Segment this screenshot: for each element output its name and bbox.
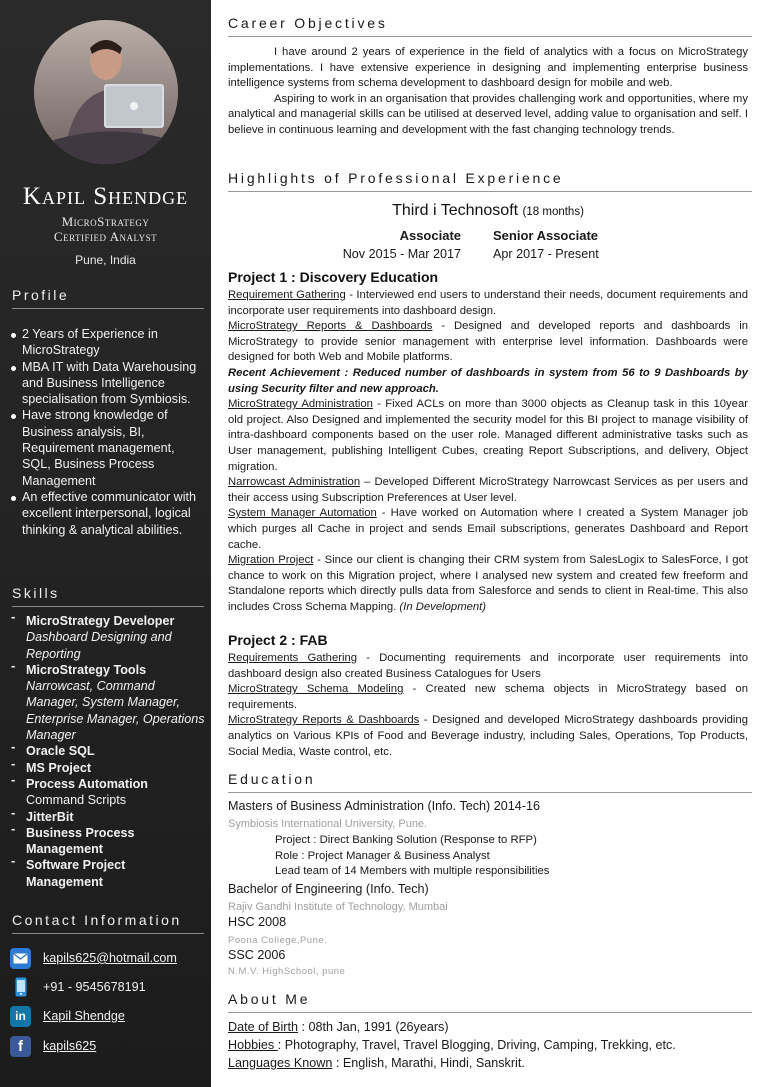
title-line-2: Certified Analyst [53, 229, 158, 244]
entry-label: MicroStrategy Reports & Dashboards [228, 714, 420, 727]
entry-requirements-gathering [228, 651, 748, 682]
project-1-details [228, 288, 748, 615]
phone-number: +91 - 9545678191 [43, 980, 146, 994]
entry-text: - Documenting requirements and incorporate user requirements into dashboard design also created Business Catalogues for Users [228, 652, 748, 680]
entry-label: MicroStrategy Administration [228, 398, 373, 411]
skill-item [10, 857, 205, 890]
career-paragraph: Aspiring to work in an organisation that provides challenging work and opportunities, where my analytical and managerial skills can be utilised at deserved level, adding value to organisation and self. I believe in continuous learning and development with the fast changing technology trends. [228, 92, 748, 136]
candidate-title [0, 214, 211, 244]
project-2-details [228, 651, 748, 760]
languages-value: : English, Marathi, Hindi, Sanskrit. [332, 1056, 525, 1070]
skill-item [10, 809, 205, 825]
skill-item [10, 613, 205, 662]
entry-label: System Manager Automation [228, 507, 377, 520]
project-1-title: Project 1 : Discovery Education [228, 269, 439, 285]
sidebar [0, 0, 211, 1087]
skill-name: - MS Project [26, 760, 92, 775]
entry-text: - Designed and developed MicroStrategy dashboards providing analytics on Various KPIs of Food and Beverage industry, including Sales, Operations, Top Products, Social Media, Waste control, etc. [228, 714, 748, 758]
institution-hsc: Poona College,Pune. [228, 935, 328, 946]
entry-label: Migration Project [228, 554, 314, 567]
institution-mba: Symbiosis International University, Pune. [228, 818, 428, 830]
degree-mba: Masters of Business Administration (Info. Tech) 2014-16 [228, 799, 540, 813]
facebook-link[interactable]: kapils625 [43, 1039, 97, 1053]
title-line-1: MicroStrategy [61, 214, 150, 229]
contact-email [10, 947, 205, 969]
entry-text: - Designed and developed reports and dashboards in MicroStrategy to provide senior management with enterprise level information. Dashboards were designed for both Web and Mobile platforms. [228, 320, 748, 364]
dob-label: Date of Birth [228, 1020, 298, 1034]
skill-name: - MicroStrategy Developer [26, 614, 175, 628]
entry-label: Narrowcast Administration [228, 476, 361, 489]
entry-label: MicroStrategy Reports & Dashboards [228, 320, 433, 333]
institution-ssc: N.M.V. HighSchool, pune [228, 966, 346, 977]
skill-item [10, 662, 205, 743]
recent-achievement: Recent Achievement : Reduced number of dashboards in system from 56 to 9 Dashboards by using Security filter and new approach. [228, 366, 748, 395]
skill-detail: Command Scripts [26, 793, 127, 808]
languages [228, 1056, 525, 1070]
project-2-title: Project 2 : FAB [228, 632, 328, 648]
profile-heading: Profile [12, 287, 204, 309]
entry-label: MicroStrategy Schema Modeling [228, 683, 404, 696]
entry-text: - Have worked on Automation where I created a System Manager job which purges all Cache in project and sends Email subscriptions, generates Dashboard and Report cache. [228, 507, 748, 551]
entry-requirement-gathering [228, 288, 748, 319]
mba-project: Project : Direct Banking Solution (Response to RFP) [275, 834, 537, 846]
entry-text: – Developed Different MicroStrategy Narrowcast Services as per users and their access using Subscription Preferences at User level. [228, 476, 749, 504]
linkedin-link[interactable]: Kapil Shendge [43, 1009, 125, 1023]
hobbies [228, 1038, 676, 1052]
mba-lead: Lead team of 14 Members with multiple responsibilities [275, 865, 550, 877]
entry-system-manager [228, 506, 748, 553]
company-name: Third i Technosoft [392, 202, 519, 219]
skill-detail: Narrowcast, Command Manager, System Manager, Enterprise Manager, Operations Manager [26, 679, 205, 743]
skill-name: - Software Project Management [26, 858, 126, 889]
entry-text: - Fixed ACLs on more than 3000 objects as Cleanup task in this 10year old project. Also Designed and implemented the security model for this BI project to manage visibility of intra-dashboard components based on the user role. Managed different administrative tasks such as User management, publishing Intelligent Cubes, creating Report Subscriptions, and delivery, Object migration. [228, 398, 748, 473]
linkedin-icon: in [10, 1006, 31, 1027]
skills-list [10, 613, 205, 890]
contact-facebook [10, 1035, 205, 1057]
skill-item [10, 760, 205, 776]
entry-migration [228, 553, 748, 615]
profile-item: MBA IT with Data Warehousing and Business Intelligence specialisation from Symbiosis. [10, 359, 205, 408]
hobbies-label: Hobbies [228, 1038, 278, 1052]
role-title: Associate [399, 228, 461, 243]
career-heading: Career Objectives [228, 15, 752, 37]
date-of-birth [228, 1020, 449, 1034]
company-line [228, 202, 748, 220]
entry-text: - Created new schema objects in MicroStrategy based on requirements. [228, 683, 748, 711]
skill-item [10, 743, 205, 759]
candidate-location: Pune, India [75, 253, 136, 267]
entry-label: Requirement Gathering [228, 289, 346, 301]
entry-note: (In Development) [399, 600, 487, 613]
facebook-icon: f [10, 1036, 31, 1057]
skill-name: - Business Process Management [26, 825, 135, 857]
hobbies-value: : Photography, Travel, Travel Blogging, Driving, Camping, Trekking, etc. [277, 1038, 676, 1052]
role-dates: Nov 2015 - Mar 2017 [342, 247, 461, 261]
about-heading: About Me [228, 991, 752, 1013]
degree-hsc: HSC 2008 [228, 915, 287, 929]
skills-heading: Skills [12, 585, 204, 607]
skill-name: - JitterBit [26, 809, 74, 824]
profile-item: An effective communicator with excellent interpersonal, logical thinking & analytical abilities. [10, 489, 205, 538]
mba-role: Role : Project Manager & Business Analyst [275, 850, 490, 862]
degree-be: Bachelor of Engineering (Info. Tech) [228, 882, 429, 896]
institution-be: Rajiv Gandhi Institute of Technology, Mumbai [228, 901, 448, 913]
skill-detail: Dashboard Designing and Reporting [26, 630, 172, 661]
contact-linkedin [10, 1005, 205, 1027]
skill-item [10, 776, 205, 809]
role-associate [343, 227, 461, 263]
skill-name: - Process Automation [26, 776, 148, 791]
career-paragraph: I have around 2 years of experience in the field of analytics with a focus on MicroStrategy implementations. I have extensive experience in designing and implementing enterprise business intelligence systems from schema development to dashboard design for mobile and web. [228, 46, 748, 90]
profile-photo [34, 20, 178, 164]
entry-schema-modeling [228, 682, 748, 713]
role-senior-associate [493, 227, 599, 263]
email-link[interactable]: kapils625@hotmail.com [43, 951, 177, 965]
profile-item: 2 Years of Experience in MicroStrategy [10, 326, 205, 359]
candidate-name: Kapil Shendge [22, 183, 189, 210]
entry-reports-dashboards [228, 713, 748, 760]
entry-text: - Interviewed end users to understand their needs, document requirements and incorporate user requirements into dashboard design. [228, 289, 748, 317]
role-title: Senior Associate [493, 228, 599, 243]
profile-item: Have strong knowledge of Business analysis, BI, Requirement management, SQL, Business Process Management [10, 407, 205, 488]
skill-item [10, 825, 205, 858]
contact-phone [10, 976, 205, 998]
role-dates: Apr 2017 - Present [493, 247, 599, 261]
email-icon [10, 948, 31, 969]
career-objectives [228, 45, 748, 139]
entry-administration [228, 397, 748, 475]
phone-icon [10, 977, 31, 998]
dob-value: : 08th Jan, 1991 (26years) [298, 1020, 449, 1034]
degree-ssc: SSC 2006 [228, 948, 286, 962]
experience-heading: Highlights of Professional Experience [228, 170, 752, 192]
entry-narrowcast [228, 475, 748, 506]
entry-label: Requirements Gathering [228, 652, 358, 664]
company-duration: (18 months) [522, 206, 584, 218]
skill-name: - MicroStrategy Tools [26, 662, 147, 677]
skill-name: - Oracle SQL [26, 744, 95, 759]
contact-heading: Contact Information [12, 912, 204, 934]
languages-label: Languages Known [228, 1056, 333, 1070]
profile-list [10, 326, 205, 538]
profile-photo-image [34, 20, 178, 164]
entry-text: - Since our client is changing their CRM system from SalesLogix to SalesForce, I got chance to work on this Migration project, where I analysed new system and created few freeform and Standalone reports which directly pulls data from Salesforce and sends to client in Real-time. This also includes Cross Schema Mapping. [228, 554, 748, 613]
entry-reports-dashboards [228, 319, 748, 366]
education-heading: Education [228, 771, 752, 793]
